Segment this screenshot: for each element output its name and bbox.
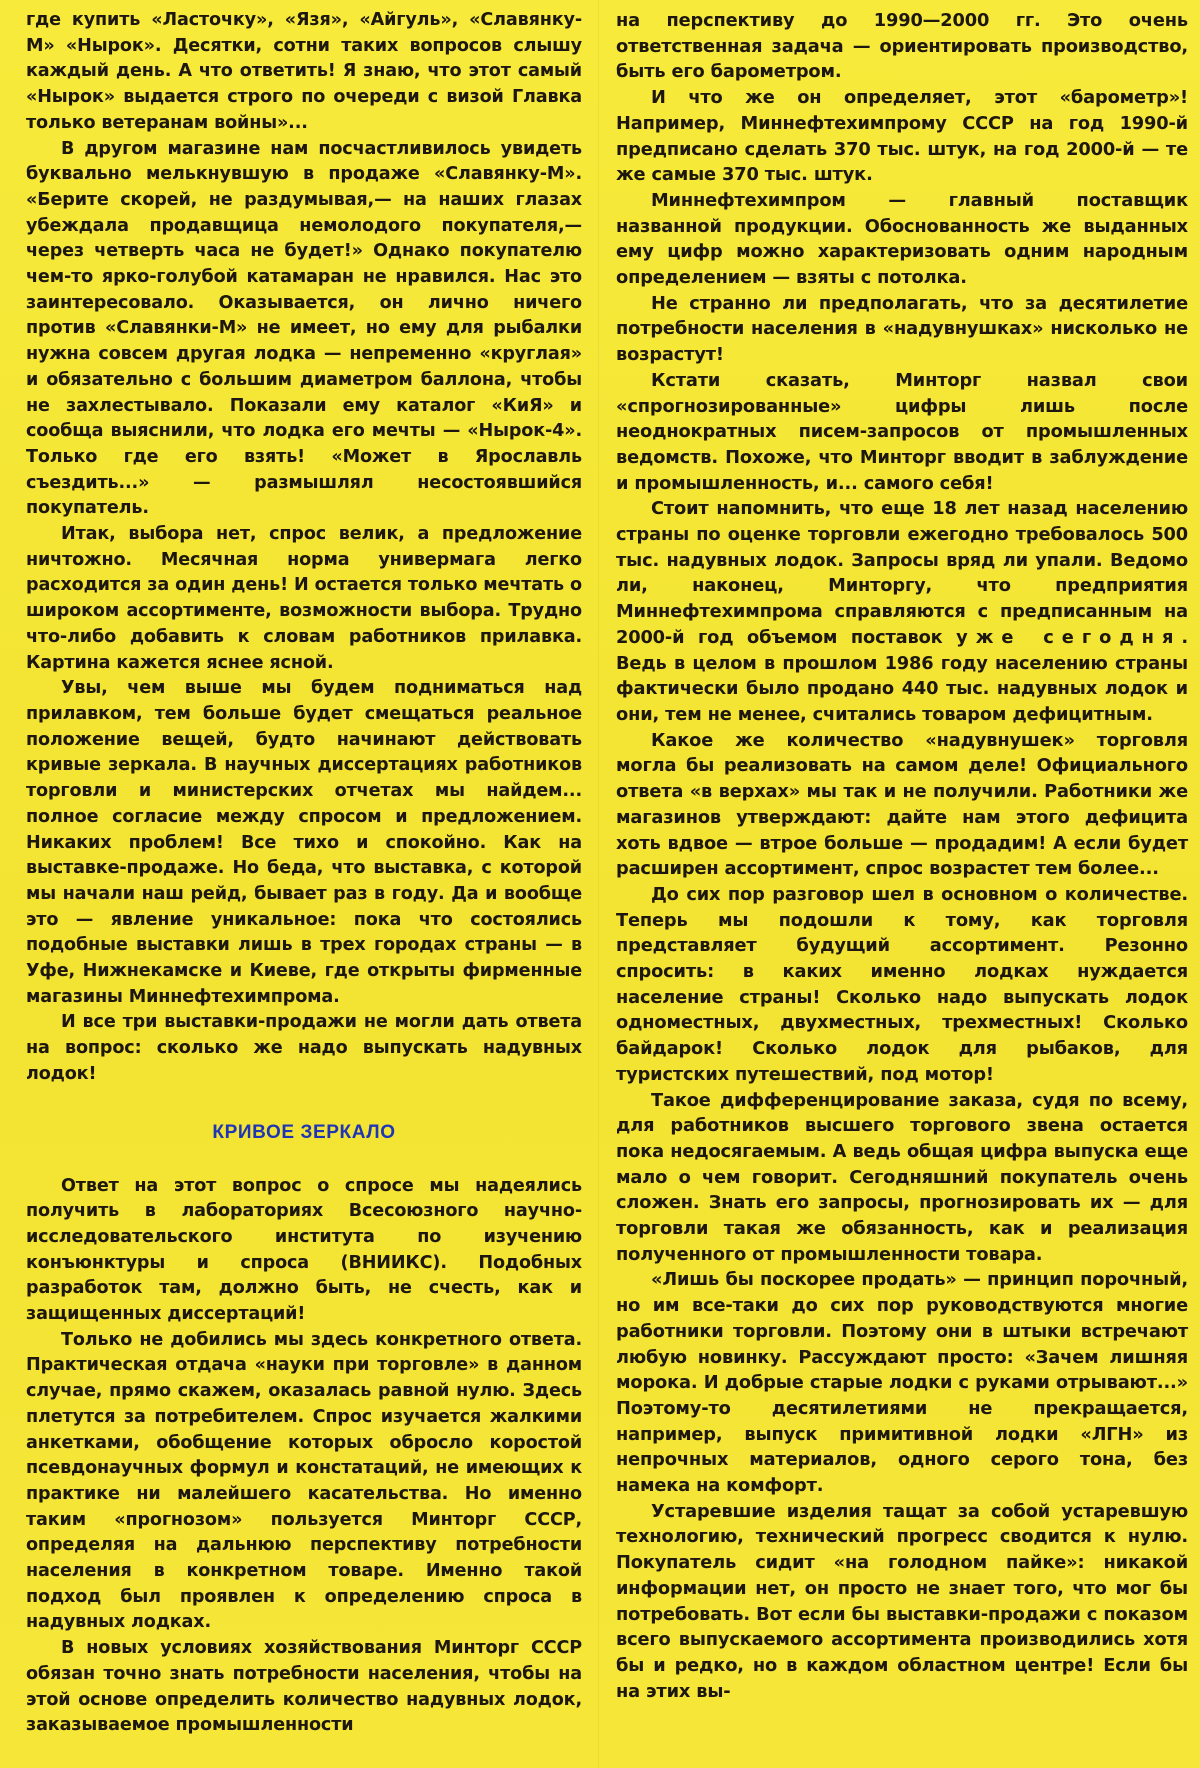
paragraph: Не странно ли предполагать, что за десятилетие потребности населения в «надувнушках» нисколько не возрастут! [616, 292, 1188, 366]
left-column [26, 8, 582, 1739]
paragraph: В новых условиях хозяйствования Минторг СССР обязан точно знать потребности населения, чтобы на этой основе определить количество надувных лодок, заказываемое промышленности [26, 1638, 582, 1736]
paragraph: Какое же количество «надувнушек» торговля могла бы реализовать на самом деле! Официального ответа «в верхах» мы так и не получили. Работники же магазинов утверждают: дайте нам этого дефицита хоть вдвое — втрое больше — продадим! А если будет расширен ассортимент, спрос возрастет тем более... [616, 729, 1188, 880]
paragraph: «Лишь бы поскорее продать» — принцип порочный, но им все-таки до сих пор руководствуются многие работники торговли. Поэтому они в штыки встречают любую новинку. Рассуждают просто: «Зачем лишняя морока. И добрые старые лодки с руками отрывают...» Поэтому-то десятилетиями не прекращается, например, выпуск примитивной лодки «ЛГН» из непрочных материалов, одного серого тона, без намека на комфорт. [616, 1269, 1188, 1497]
paragraph: И все три выставки-продажи не могли дать ответа на вопрос: сколько же надо выпускать надувных лодок! [26, 1012, 582, 1084]
column-divider [598, 0, 599, 1768]
paragraph: Увы, чем выше мы будем подниматься над прилавком, тем больше будет смещаться реальное положение вещей, будто начинают действовать кривые зеркала. В научных диссертациях работников торговли и министерских отчетах мы найдем... полное согласие между спросом и предложением. Никаких проблем! Все тихо и спокойно. Как на выставке-продаже. Но беда, что выставка, с которой мы начали наш рейд, бывает раз в году. Да и вообще это — явление уникальное: пока что состоялись подобные выставки лишь в трех городах страны — в Уфе, Нижнекамске и Киеве, где открыты фирменные магазины Миннефтехимпрома. [26, 678, 582, 1007]
section-heading: КРИВОЕ ЗЕРКАЛО [212, 1121, 396, 1143]
paragraph-text: Стоит напомнить, что еще 18 лет назад населению страны по оценке торговли ежегодно требовалось 500 тыс. надувных лодок. Запросы вряд ли упали. Ведомо ли, наконец, Минторгу, что предприятия Миннефтехимпрома справляются с предписанным на 2000-й год объемом поставок [616, 498, 1188, 648]
paragraph: До сих пор разговор шел в основном о количестве. Теперь мы подошли к тому, как торговля представляет будущий ассортимент. Резонно спросить: в каких именно лодках нуждается население страны! Сколько надо выпускать лодок одноместных, двухместных, трехместных! Сколько байдарок! Сколько лодок для рыбаков, для туристских путешествий, под мотор! [616, 883, 1188, 1085]
paragraph-with-emphasis [616, 496, 1188, 727]
paragraph: Только не добились мы здесь конкретного ответа. Практическая отдача «науки при торговле» в данном случае, прямо скажем, оказалась равной нулю. Здесь плетутся за потребителем. Спрос изучается жалкими анкетками, обобщение которых обросло коростой псевдонаучных формул и констатаций, не имеющих к практике ни малейшего касательства. Но именно таким «прогнозом» пользуется Минторг СССР, определяя на дальнюю перспективу потребности населения в конкретном товаре. Именно такой подход был проявлен к определению спроса в надувных лодках. [26, 1329, 582, 1633]
paragraph: Кстати сказать, Минторг назвал свои «спрогнозированные» цифры лишь после неоднократных писем-запросов от промышленных ведомств. Похоже, что Минторг вводит в заблуждение и промышленность, и... самого себя! [616, 369, 1188, 494]
paragraph: И что же он определяет, этот «барометр»! Например, Миннефтехимпрому СССР на год 1990-й предписано сделать 370 тыс. штук, на год 2000-й — те же самые 370 тыс. штук. [616, 87, 1188, 186]
paragraph-text: . Ведь в целом в прошлом 1986 году населению страны фактически было продано 440 тыс. надувных лодок и они, тем не менее, считались товаром дефицитным. [616, 626, 1188, 725]
paragraph: Ответ на этот вопрос о спросе мы надеялись получить в лабораториях Всесоюзного научно-исследовательского института по изучению конъюнктуры и спроса (ВНИИКС). Подобных разработок там, должно быть, не счесть, как и защищенных диссертаций! [26, 1175, 582, 1325]
paragraph: Устаревшие изделия тащат за собой устаревшую технологию, технический прогресс сводится к нулю. Покупатель сидит «на голодном пайке»: никакой информации нет, он просто не знает того, что мог бы потребовать. Вот если бы выставки-продажи с показом всего выпускаемого ассортимента производились хотя бы и редко, но в каждом областном центре! Если бы на этих вы- [616, 1500, 1188, 1702]
right-column [616, 8, 1188, 1704]
emphasized-text: уже сегодня [956, 626, 1182, 648]
paragraph: на перспективу до 1990—2000 гг. Это очень ответственная задача — ориентировать производство, быть его барометром. [616, 10, 1188, 83]
paragraph: Такое дифференцирование заказа, судя по всему, для работников высшего торгового звена остается пока недосягаемым. А ведь общая цифра выпуска еще мало о чем говорит. Сегодняшний покупатель очень сложен. Знать его запросы, прогнозировать их — для торговли такая же обязанность, как и реализация полученного от промышленности товара. [616, 1089, 1188, 1265]
paragraph: Миннефтехимпром — главный поставщик названной продукции. Обоснованность же выданных ему цифр можно характеризовать одним народным определением — взяты с потолка. [616, 189, 1188, 289]
paragraph: Итак, выбора нет, спрос велик, а предложение ничтожно. Месячная норма универмага легко расходится за один день! И остается только мечтать о широком ассортименте, возможности выбора. Трудно что-либо добавить к словам работников прилавка. Картина кажется яснее ясной. [26, 524, 582, 673]
paragraph: где купить «Ласточку», «Язя», «Айгуль», «Славянку-М» «Нырок». Десятки, сотни таких вопросов слышу каждый день. А что ответить! Я знаю, что этот самый «Нырок» выдается строго по очереди с визой Главка только ветеранам войны»... [26, 10, 582, 133]
paragraph: В другом магазине нам посчастливилось увидеть буквально мелькнувшую в продаже «Славянку-М». «Берите скорей, не раздумывая,— на наших глазах убеждала продавщица немолодого покупателя,— через четверть часа не будет!» Однако покупателю чем-то ярко-голубой катамаран не нравился. Нас это заинтересовало. Оказывается, он лично ничего против «Славянки-М» не имеет, но ему для рыбалки нужна совсем другая лодка — непременно «круглая» и обязательно с большим диаметром баллона, чтобы не захлестывало. Показали ему каталог «КиЯ» и сообща выяснили, что лодка его мечты — «Нырок-4». Только где его взять! «Может в Ярославль съездить...» — размышлял несостоявшийся покупатель. [26, 138, 582, 519]
